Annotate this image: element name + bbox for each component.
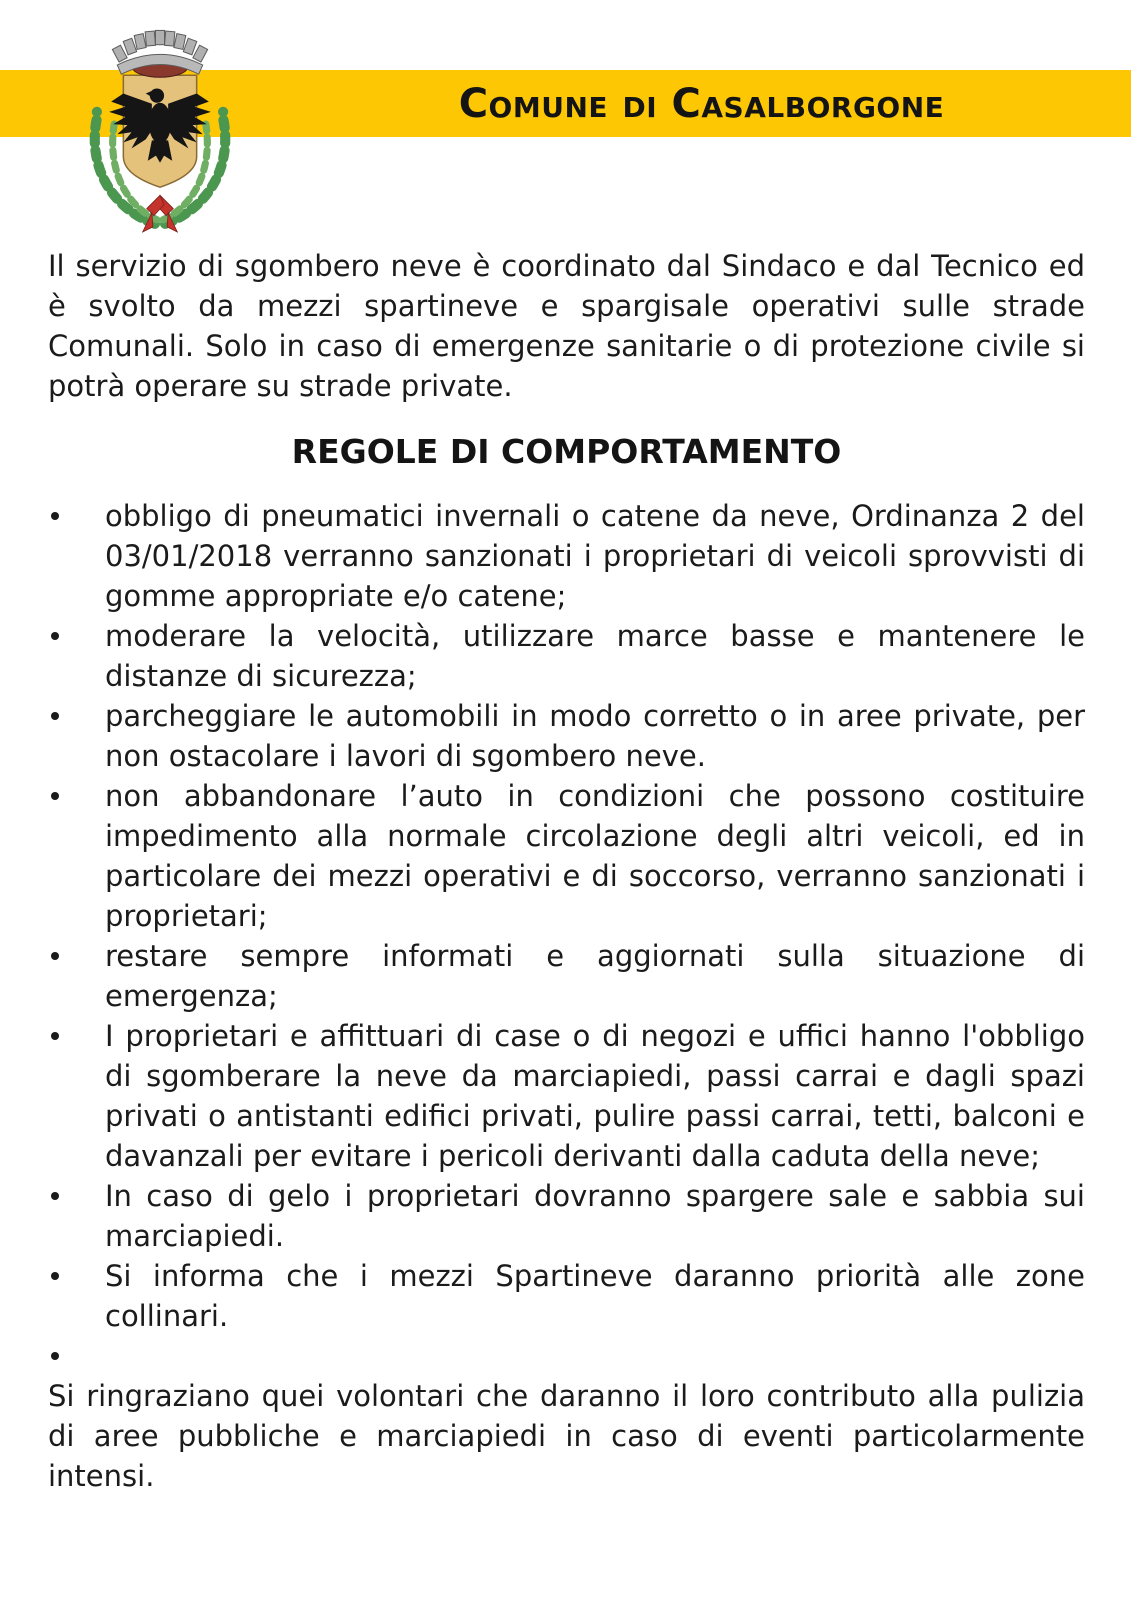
rule-item: moderare la velocità, utilizzare marce basse e mantenere le distanze di sicurezza; — [48, 616, 1085, 696]
page-title: Comune di Casalborgone — [458, 80, 945, 127]
rule-item: Si informa che i mezzi Spartineve daranno priorità alle zone collinari. — [48, 1256, 1085, 1336]
rules-heading: REGOLE DI COMPORTAMENTO — [291, 432, 842, 471]
rule-item: obbligo di pneumatici invernali o catene da neve, Ordinanza 2 del 03/01/2018 verranno sanzionati i proprietari di veicoli sprovvisti di gomme appropriate e/o catene; — [48, 496, 1085, 616]
intro-paragraph: Il servizio di sgombero neve è coordinato dal Sindaco e dal Tecnico ed è svolto da mezzi spartineve e spargisale operativi sulle strade Comunali. Solo in caso di emergenze sanitarie o di protezione civile si potrà operare su strade private. — [48, 249, 1085, 403]
rule-item: restare sempre informati e aggiornati sulla situazione di emergenza; — [48, 936, 1085, 1016]
rule-item-empty — [48, 1336, 1085, 1376]
municipal-coat-of-arms — [58, 6, 262, 234]
rule-item: I proprietari e affittuari di case o di negozi e uffici hanno l'obbligo di sgomberare la neve da marciapiedi, passi carrai e dagli spazi privati o antistanti edifici privati, pulire passi carrai, tetti, balconi e davanzali per evitare i pericoli derivanti dalla caduta della neve; — [48, 1016, 1085, 1176]
rule-item: parcheggiare le automobili in modo corretto o in aree private, per non ostacolare i lavori di sgombero neve. — [48, 696, 1085, 776]
rule-item: non abbandonare l’auto in condizioni che possono costituire impedimento alla normale circolazione degli altri veicoli, ed in particolare dei mezzi operativi e di soccorso, verranno sanzionati i proprietari; — [48, 776, 1085, 936]
notice-body — [48, 246, 1085, 1496]
rules-list — [48, 496, 1085, 1376]
rule-item: In caso di gelo i proprietari dovranno spargere sale e sabbia sui marciapiedi. — [48, 1176, 1085, 1256]
crown-icon — [112, 30, 207, 77]
closing-paragraph: Si ringraziano quei volontari che daranno il loro contributo alla pulizia di aree pubbliche e marciapiedi in caso di eventi particolarmente intensi. — [48, 1379, 1085, 1493]
